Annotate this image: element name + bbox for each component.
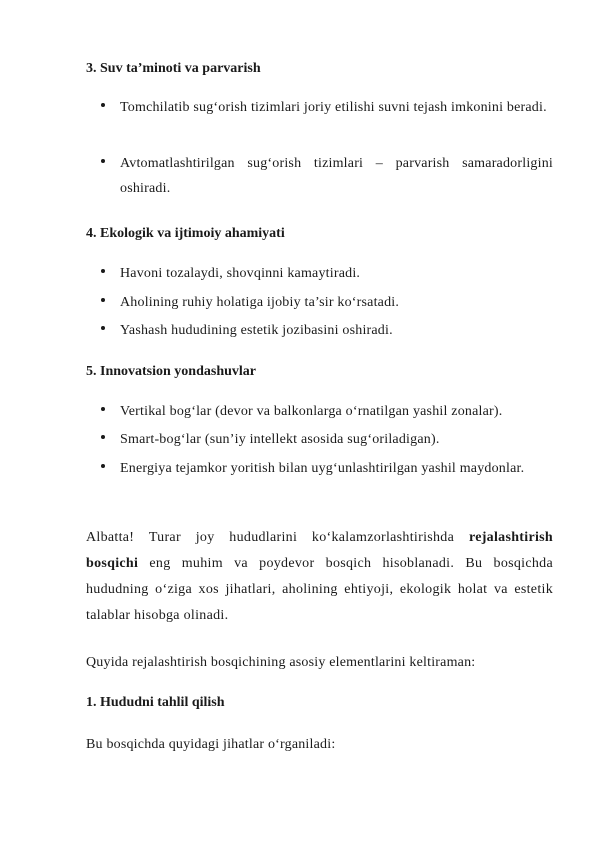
bullet-icon (101, 407, 105, 411)
list-item (86, 151, 553, 201)
bullet-icon (101, 464, 105, 468)
list-item (86, 427, 553, 452)
bullet-icon (101, 298, 105, 302)
section-3-heading: 3. Suv ta’minoti va parvarish (86, 61, 261, 76)
section-5-heading: 5. Innovatsion yondashuvlar (86, 364, 257, 379)
list-item-text: Energiya tejamkor yoritish bilan uyg‘unlashtirilgan yashil maydonlar. (120, 461, 525, 476)
list-item (86, 95, 553, 120)
list-item-text: Aholining ruhiy holatiga ijobiy ta’sir ko‘rsatadi. (120, 295, 400, 310)
list-item (86, 290, 553, 315)
paragraph-bold-term: rejalashtirish bosqichi (86, 530, 553, 571)
list-item-text: Havoni tozalaydi, shovqinni kamaytiradi. (120, 266, 361, 281)
intro-line: Quyida rejalashtirish bosqichining asosiy elementlarini keltiraman: (86, 655, 476, 670)
list-item-text: Yashash hududining estetik jozibasini oshiradi. (120, 323, 393, 338)
bullet-icon (101, 435, 105, 439)
paragraph-text-end: eng muhim va poydevor bosqich hisoblanadi. Bu bosqichda hududning o‘ziga xos jihatlari, aholining ehtiyoji, ekologik holat va estetik talablar hisobga olinadi. (86, 556, 553, 623)
section-1-lead: Bu bosqichda quyidagi jihatlar o‘rganiladi: (86, 737, 336, 752)
body-paragraph (86, 525, 553, 629)
list-item (86, 456, 553, 481)
paragraph-text-start: Albatta! Turar joy hududlarini ko‘kalamzorlashtirishda (86, 530, 469, 545)
bullet-icon (101, 326, 105, 330)
bullet-icon (101, 159, 105, 163)
list-item (86, 318, 553, 343)
list-item (86, 261, 553, 286)
list-item-text: Avtomatlashtirilgan sug‘orish tizimlari – parvarish samaradorligini oshiradi. (120, 156, 553, 196)
bullet-icon (101, 269, 105, 273)
section-4-heading: 4. Ekologik va ijtimoiy ahamiyati (86, 226, 285, 241)
list-item (86, 399, 553, 424)
bullet-icon (101, 103, 105, 107)
section-1-heading: 1. Hududni tahlil qilish (86, 695, 225, 710)
list-item-text: Tomchilatib sug‘orish tizimlari joriy etilishi suvni tejash imkonini beradi. (120, 100, 547, 115)
list-item-text: Smart-bog‘lar (sun’iy intellekt asosida sug‘oriladigan). (120, 432, 440, 447)
list-item-text: Vertikal bog‘lar (devor va balkonlarga o‘rnatilgan yashil zonalar). (120, 404, 503, 419)
